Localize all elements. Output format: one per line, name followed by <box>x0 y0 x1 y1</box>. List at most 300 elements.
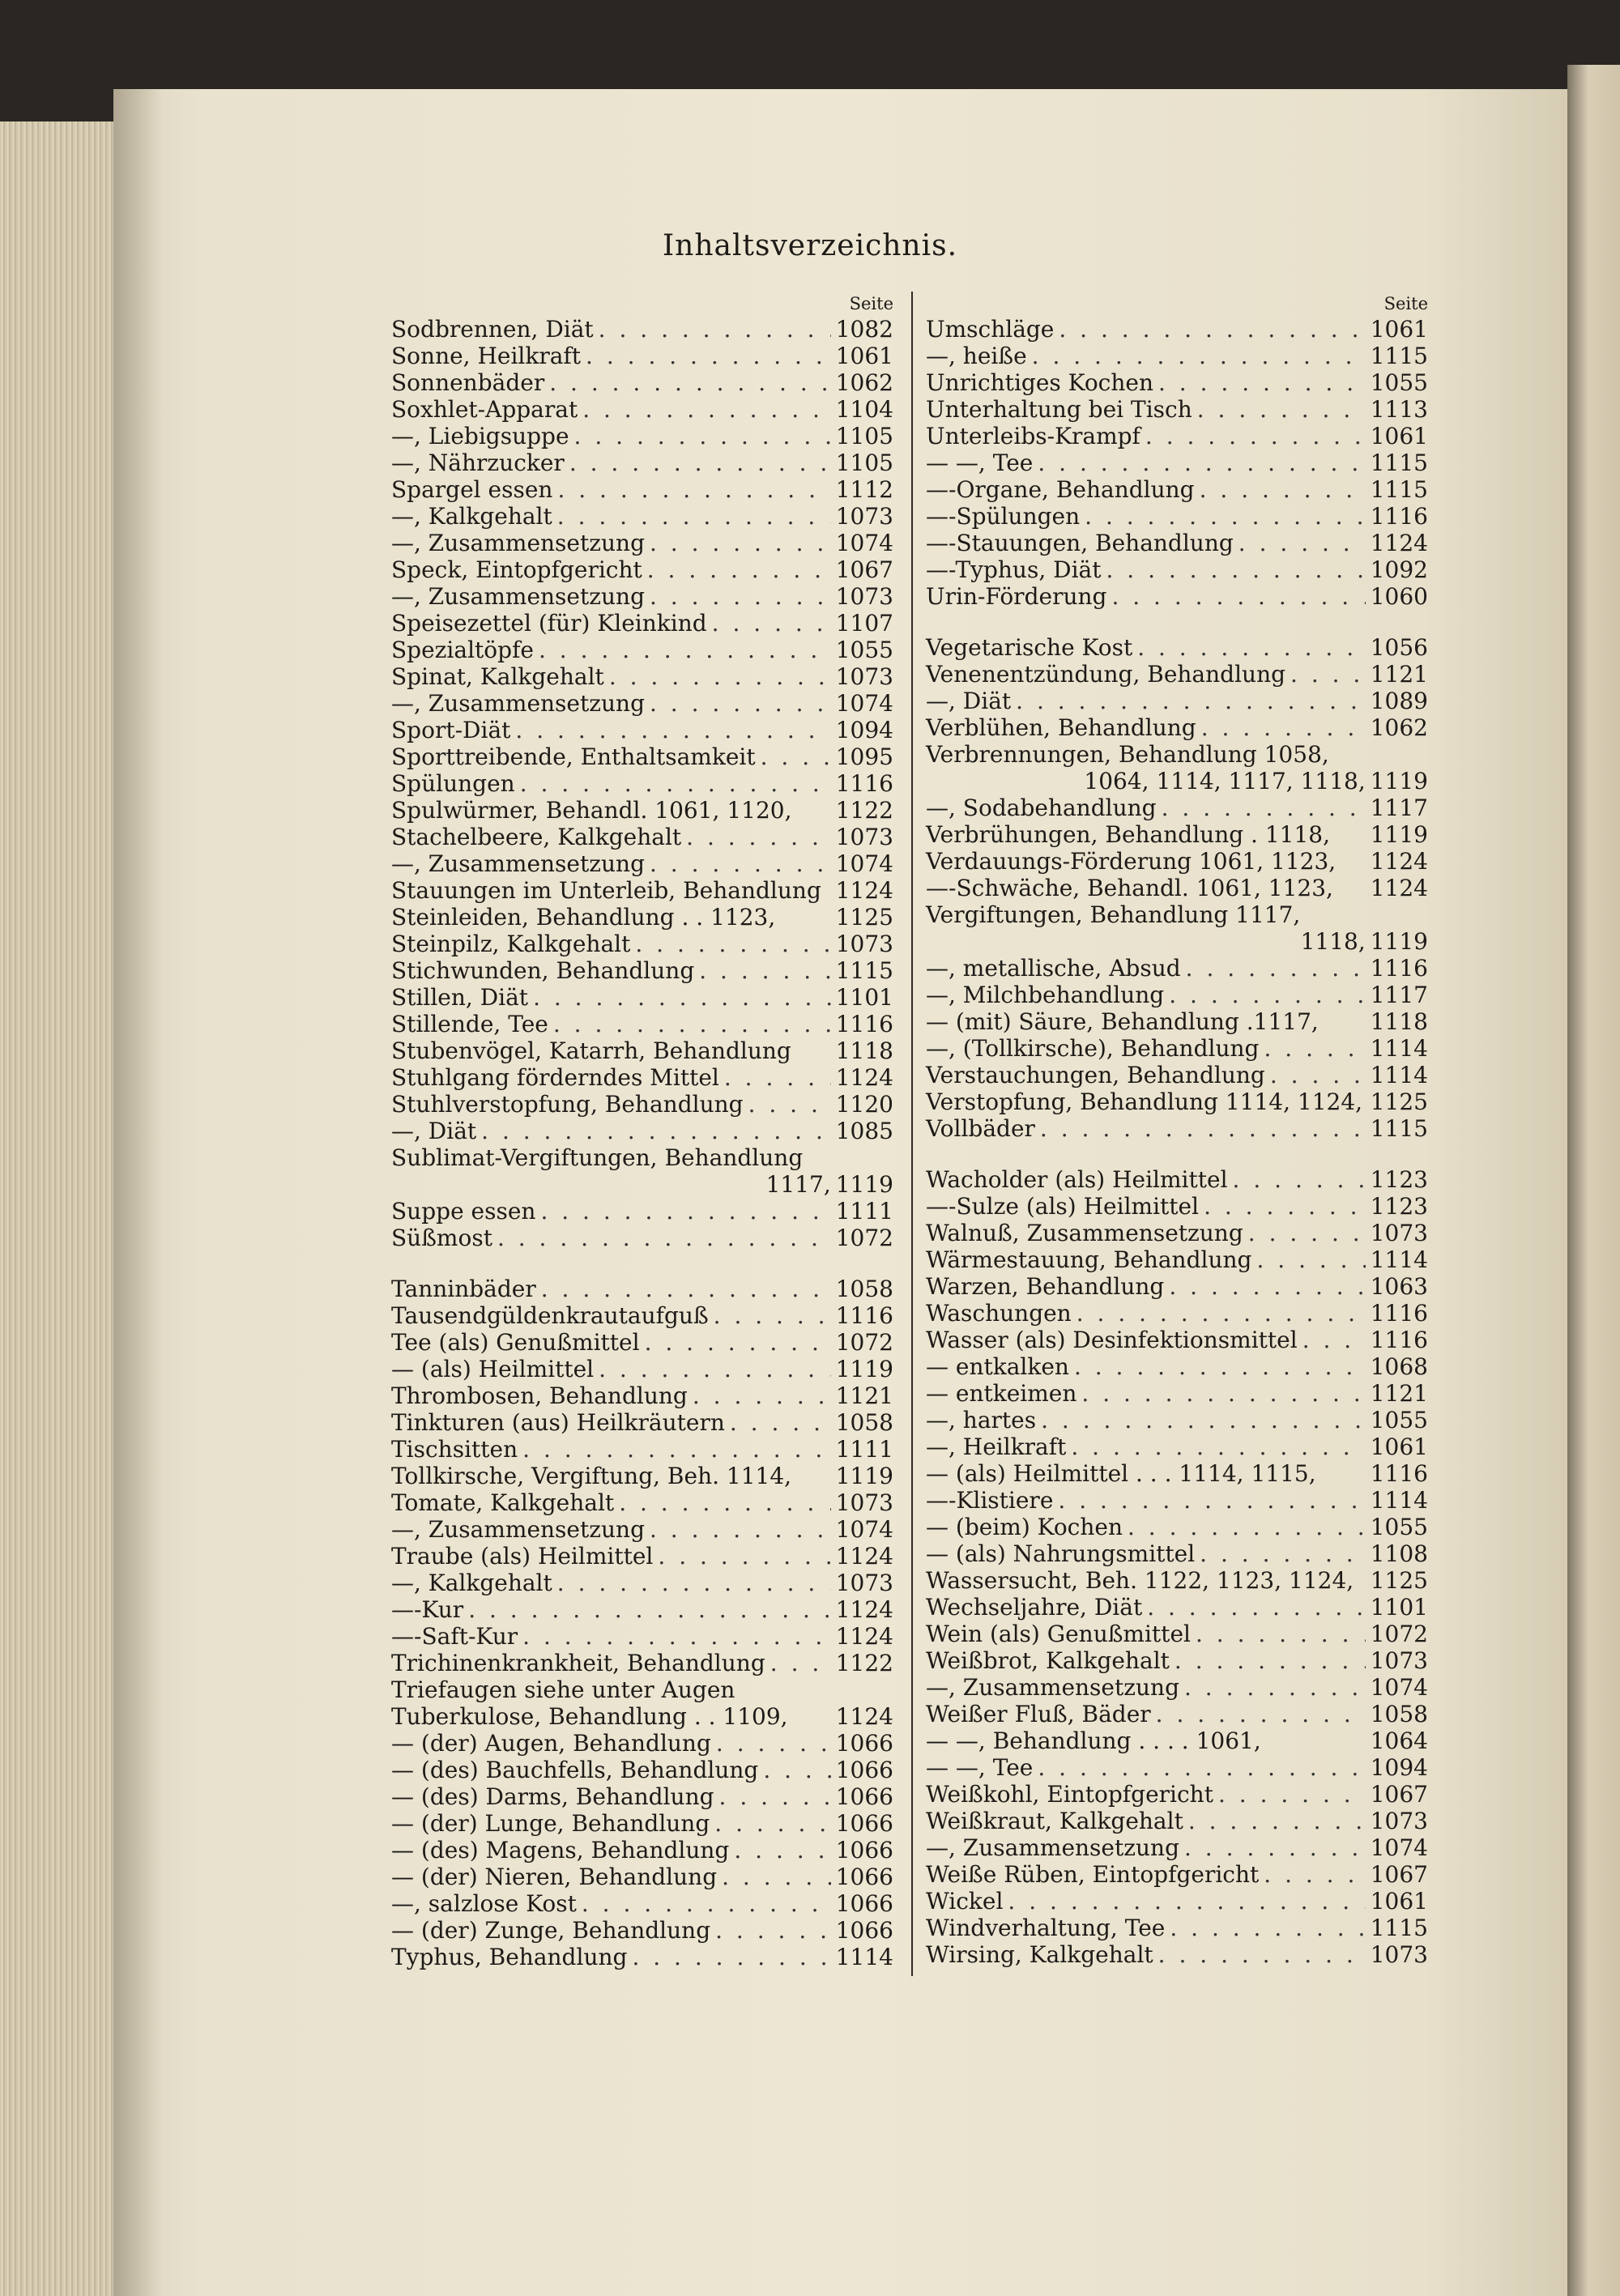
index-entry <box>926 1834 1428 1861</box>
page-number: 1114 <box>1370 1062 1428 1088</box>
page-number: 1074 <box>1370 1834 1428 1861</box>
index-term: Thrombosen, Behandlung <box>391 1382 688 1409</box>
index-entry <box>926 476 1428 503</box>
page-number: 1114 <box>1370 1246 1428 1273</box>
page-number: 1114 <box>835 1944 893 1970</box>
page-number: 1082 <box>835 316 893 343</box>
page-number: 1123 <box>1370 1193 1428 1220</box>
page-number: 1123 <box>1370 1166 1428 1193</box>
index-term: Tomate, Kalkgehalt <box>391 1489 615 1516</box>
dot-leader <box>1195 1540 1366 1567</box>
page-number: 1094 <box>1370 1754 1428 1781</box>
index-term: — (als) Heilmittel . . . 1114, 1115, <box>926 1460 1316 1487</box>
dot-leader <box>544 369 831 396</box>
index-term: Stillende, Tee <box>391 1011 548 1037</box>
index-term: —, Milchbehandlung <box>926 982 1165 1008</box>
index-term: — (der) Zunge, Behandlung <box>391 1917 711 1944</box>
page-number: 1062 <box>1370 714 1428 741</box>
index-entry <box>391 1091 893 1118</box>
page-number: 1072 <box>835 1329 893 1356</box>
dot-leader <box>1053 1487 1365 1514</box>
index-entry <box>391 1623 893 1650</box>
page-number: 1066 <box>835 1890 893 1917</box>
dot-leader <box>552 503 831 530</box>
index-term: —-Sulze (als) Heilmittel <box>926 1193 1200 1220</box>
dot-leader <box>476 1118 831 1144</box>
index-entry <box>391 1198 893 1225</box>
index-term: Waschungen <box>926 1300 1072 1327</box>
index-term: Spulwürmer, Behandl. 1061, 1120, <box>391 797 792 824</box>
index-term: —-Kur <box>391 1596 464 1623</box>
index-term: Unrichtiges Kochen <box>926 369 1153 396</box>
index-entry <box>391 1276 893 1302</box>
index-entry <box>926 1273 1428 1300</box>
index-entry <box>391 1730 893 1757</box>
page-number: 1116 <box>835 1011 893 1037</box>
index-entry <box>391 1144 893 1171</box>
dot-leader <box>640 1329 831 1356</box>
index-entry <box>391 396 893 423</box>
index-term: Wechseljahre, Diät <box>926 1594 1143 1621</box>
dot-leader <box>552 1570 831 1596</box>
page-number: 1125 <box>1370 1567 1428 1594</box>
index-term: Verstopfung, Behandlung 1114, 1124, <box>926 1088 1363 1115</box>
index-term: Stubenvögel, Katarrh, Behandlung <box>391 1037 791 1064</box>
index-term: 1118, <box>1300 928 1366 955</box>
index-entry <box>391 1596 893 1623</box>
page-number: 1101 <box>1370 1594 1428 1621</box>
page-number: 1074 <box>835 1516 893 1543</box>
page-number: 1061 <box>1370 423 1428 449</box>
index-term: —, hartes <box>926 1407 1037 1433</box>
dot-leader <box>710 1810 830 1837</box>
index-entry <box>926 1621 1428 1647</box>
index-entry <box>391 316 893 343</box>
dot-leader <box>569 423 831 449</box>
dot-leader <box>565 449 831 476</box>
index-term: Spezialtöpfe <box>391 637 534 663</box>
page-title: Inhaltsverzeichnis. <box>662 229 958 262</box>
index-entry <box>926 875 1428 901</box>
page-number: 1072 <box>835 1225 893 1251</box>
index-entry <box>926 369 1428 396</box>
index-entry <box>391 1356 893 1382</box>
page-number: 1066 <box>835 1783 893 1810</box>
dot-leader <box>581 343 831 369</box>
index-term: — entkalken <box>926 1353 1069 1380</box>
index-entry <box>926 741 1428 768</box>
page-number: 1089 <box>1370 688 1428 714</box>
index-entry <box>926 1035 1428 1062</box>
dot-leader <box>518 1623 831 1650</box>
page-number: 1118 <box>1370 1008 1428 1035</box>
index-entry <box>391 1944 893 1970</box>
index-entry <box>391 743 893 770</box>
index-term: Vergiftungen, Behandlung 1117, <box>926 901 1301 928</box>
page-number: 1104 <box>835 396 893 423</box>
index-entry <box>391 637 893 663</box>
index-term: 1064, 1114, 1117, 1118, <box>1084 768 1366 794</box>
page-number: 1067 <box>1370 1781 1428 1808</box>
page-number: 1066 <box>835 1757 893 1783</box>
dot-leader <box>594 316 831 343</box>
dot-leader <box>552 476 830 503</box>
page-number: 1055 <box>1370 369 1428 396</box>
page-number: 1121 <box>835 1382 893 1409</box>
index-term: 1117, <box>765 1171 831 1198</box>
index-entry <box>391 583 893 610</box>
index-entry <box>926 1407 1428 1433</box>
dot-leader <box>1183 1808 1366 1834</box>
index-term: Speisezettel (für) Kleinkind <box>391 610 707 637</box>
index-term: —, Zusammensetzung <box>391 583 645 610</box>
page-number: 1073 <box>835 503 893 530</box>
dot-leader <box>518 1436 831 1463</box>
index-term: Spinat, Kalkgehalt <box>391 663 604 690</box>
dot-leader <box>1285 661 1366 688</box>
dot-leader <box>645 530 831 556</box>
page-number: 1074 <box>835 850 893 877</box>
dot-leader <box>1157 794 1366 821</box>
index-term: —, metallische, Absud <box>926 955 1181 982</box>
index-term: Stuhlverstopfung, Behandlung <box>391 1091 744 1118</box>
index-term: Windverhaltung, Tee <box>926 1915 1166 1941</box>
index-entry <box>391 1757 893 1783</box>
index-entry <box>391 1570 893 1596</box>
index-term: Unterhaltung bei Tisch <box>926 396 1192 423</box>
index-entry <box>926 449 1428 476</box>
page-number: 1072 <box>1370 1621 1428 1647</box>
index-term: Tinkturen (aus) Heilkräutern <box>391 1409 725 1436</box>
dot-leader <box>1069 1353 1366 1380</box>
index-term: Sodbrennen, Diät <box>391 316 594 343</box>
index-term: Speck, Eintopfgericht <box>391 556 642 583</box>
index-entry <box>391 1382 893 1409</box>
page-number: 1068 <box>1370 1353 1428 1380</box>
dot-leader <box>1179 1674 1366 1701</box>
dot-leader <box>1140 423 1366 449</box>
index-entry <box>926 1062 1428 1088</box>
page-number: 1073 <box>835 1570 893 1596</box>
dot-leader <box>1033 1754 1365 1781</box>
index-entry <box>926 1861 1428 1888</box>
page-number: 1105 <box>835 423 893 449</box>
index-entry <box>926 1166 1428 1193</box>
dot-leader <box>1035 1115 1366 1142</box>
page-number: 1058 <box>1370 1701 1428 1727</box>
page-number: 1117 <box>1370 982 1428 1008</box>
seite-header-right: Seite <box>1383 294 1428 313</box>
page-number: 1116 <box>1370 1300 1428 1327</box>
dot-leader <box>1181 955 1366 982</box>
dot-leader <box>1076 1380 1365 1407</box>
index-term: Steinpilz, Kalkgehalt <box>391 931 631 957</box>
index-entry <box>926 955 1428 982</box>
dot-leader <box>710 1917 831 1944</box>
index-term: — (als) Nahrungsmittel <box>926 1540 1196 1567</box>
dot-leader <box>1003 1888 1365 1915</box>
dot-leader <box>1251 1246 1365 1273</box>
page-number: 1116 <box>1370 1327 1428 1353</box>
index-entry <box>926 982 1428 1008</box>
index-entry <box>391 957 893 984</box>
dot-leader <box>463 1596 831 1623</box>
index-term: Weißkohl, Eintopfgericht <box>926 1781 1213 1808</box>
dot-leader <box>627 1944 830 1970</box>
page-number: 1124 <box>835 1623 893 1650</box>
page-number: 1124 <box>835 877 893 904</box>
index-term: Wickel <box>926 1888 1004 1915</box>
index-term: Sonnenbäder <box>391 369 545 396</box>
index-term: Tollkirsche, Vergiftung, Beh. 1114, <box>391 1463 792 1489</box>
page-number: 1115 <box>1370 476 1428 503</box>
page-number: 1056 <box>1370 634 1428 661</box>
dot-leader <box>1054 316 1365 343</box>
page-number: 1119 <box>1370 821 1428 848</box>
index-entry <box>926 901 1428 928</box>
dot-leader <box>645 690 831 717</box>
index-entry <box>391 931 893 957</box>
index-term: Verdauungs-Förderung 1061, 1123, <box>926 848 1336 875</box>
index-entry <box>926 556 1428 583</box>
dot-leader <box>1080 503 1366 530</box>
index-entry <box>391 1837 893 1864</box>
index-entry <box>926 848 1428 875</box>
dot-leader <box>614 1489 831 1516</box>
index-term: — (des) Darms, Behandlung <box>391 1783 714 1810</box>
index-term: Venenentzündung, Behandlung <box>926 661 1286 688</box>
page-number: 1066 <box>835 1730 893 1757</box>
index-entry <box>391 530 893 556</box>
page-number: 1119 <box>1370 768 1428 794</box>
index-term: Typhus, Behandlung <box>391 1944 628 1970</box>
index-term: —-Schwäche, Behandl. 1061, 1123, <box>926 875 1333 901</box>
dot-leader <box>604 663 831 690</box>
index-term: —, Zusammensetzung <box>391 530 645 556</box>
dot-leader <box>510 717 830 743</box>
page-number: 1116 <box>835 1302 893 1329</box>
index-entry <box>391 1917 893 1944</box>
index-term: — (des) Bauchfells, Behandlung <box>391 1757 759 1783</box>
index-entry <box>926 316 1428 343</box>
dot-leader <box>534 637 831 663</box>
page-number: 1066 <box>835 1917 893 1944</box>
index-entry <box>391 1489 893 1516</box>
index-term: Unterleibs-Krampf <box>926 423 1140 449</box>
index-entry <box>926 343 1428 369</box>
dot-leader <box>535 1198 830 1225</box>
index-entry <box>391 1302 893 1329</box>
page-number: 1055 <box>1370 1407 1428 1433</box>
index-entry <box>391 556 893 583</box>
page-number: 1124 <box>1370 530 1428 556</box>
page-number: 1124 <box>835 1703 893 1730</box>
index-term: Tuberkulose, Behandlung . . 1109, <box>391 1703 788 1730</box>
index-term: —-Organe, Behandlung <box>926 476 1195 503</box>
dot-leader <box>1164 982 1366 1008</box>
dot-leader <box>1243 1220 1366 1246</box>
index-entry <box>926 396 1428 423</box>
page-number: 1112 <box>835 476 893 503</box>
index-entry <box>926 1514 1428 1540</box>
page-number: 1115 <box>1370 1115 1428 1142</box>
index-entry <box>926 634 1428 661</box>
index-term: —, Diät <box>391 1118 477 1144</box>
page-number: 1073 <box>1370 1220 1428 1246</box>
index-term: — (als) Heilmittel <box>391 1356 595 1382</box>
index-term: Urin-Förderung <box>926 583 1107 610</box>
index-entry <box>926 1220 1428 1246</box>
page-number: 1115 <box>835 957 893 984</box>
index-term: Stillen, Diät <box>391 984 529 1011</box>
index-entry <box>926 714 1428 741</box>
index-term: Triefaugen siehe unter Augen <box>391 1676 735 1703</box>
index-term: —-Saft-Kur <box>391 1623 518 1650</box>
dot-leader <box>709 1302 831 1329</box>
index-term: Weiße Rüben, Eintopfgericht <box>926 1861 1260 1888</box>
facing-page-edge <box>1567 65 1620 2296</box>
index-list-right <box>926 316 1428 1968</box>
dot-leader <box>758 1757 830 1783</box>
index-entry <box>391 984 893 1011</box>
index-term: Warzen, Behandlung <box>926 1273 1165 1300</box>
page-number: 1066 <box>835 1837 893 1864</box>
index-entry <box>926 1754 1428 1781</box>
dot-leader <box>645 583 831 610</box>
page-number: 1058 <box>835 1276 893 1302</box>
index-term: Wärmestauung, Behandlung <box>926 1246 1252 1273</box>
index-entry <box>926 1300 1428 1327</box>
index-term: Sonne, Heilkraft <box>391 343 582 369</box>
dot-leader <box>578 396 831 423</box>
index-term: Tanninbäder <box>391 1276 536 1302</box>
index-entry <box>926 1674 1428 1701</box>
index-entry <box>926 688 1428 714</box>
index-term: Wirsing, Kalkgehalt <box>926 1941 1153 1968</box>
index-term: —, heiße <box>926 343 1027 369</box>
page-number: 1124 <box>1370 875 1428 901</box>
index-entry <box>926 1594 1428 1621</box>
index-entry <box>391 1810 893 1837</box>
index-term: Trichinenkrankheit, Behandlung <box>391 1650 765 1676</box>
dot-leader <box>1123 1514 1366 1540</box>
page-number: 1061 <box>1370 316 1428 343</box>
page-number: 1060 <box>1370 583 1428 610</box>
index-entry <box>926 1193 1428 1220</box>
index-term: — entkeimen <box>926 1380 1077 1407</box>
dot-leader <box>707 610 831 637</box>
dot-leader <box>694 957 830 984</box>
dot-leader <box>711 1730 831 1757</box>
page-number: 1117 <box>1370 794 1428 821</box>
index-entry <box>391 1703 893 1730</box>
book-page-edges <box>0 121 113 2296</box>
index-term: — —, Tee <box>926 1754 1034 1781</box>
page-number: 1101 <box>835 984 893 1011</box>
index-entry <box>391 690 893 717</box>
page-number: 1058 <box>835 1409 893 1436</box>
page-number: 1124 <box>835 1543 893 1570</box>
column-divider <box>911 292 913 1976</box>
index-entry <box>926 1433 1428 1460</box>
dot-leader <box>642 556 831 583</box>
dot-leader <box>536 1276 831 1302</box>
page-number: 1115 <box>1370 343 1428 369</box>
index-term: — (der) Nieren, Behandlung <box>391 1864 718 1890</box>
page-number: 1111 <box>835 1198 893 1225</box>
dot-leader <box>1179 1834 1366 1861</box>
index-entry <box>391 904 893 931</box>
page-number: 1124 <box>1370 848 1428 875</box>
page-number: 1066 <box>835 1864 893 1890</box>
section-gap <box>926 1142 1428 1166</box>
index-entry <box>926 1353 1428 1380</box>
index-entry <box>391 877 893 904</box>
index-term: Tausendgüldenkrautaufguß <box>391 1302 709 1329</box>
dot-leader <box>653 1543 830 1570</box>
page-number: 1114 <box>1370 1035 1428 1062</box>
index-term: Süßmost <box>391 1225 492 1251</box>
index-entry <box>391 369 893 396</box>
index-term: — (beim) Kochen <box>926 1514 1123 1540</box>
page-number: 1122 <box>835 797 893 824</box>
index-entry <box>391 770 893 797</box>
dot-leader <box>1228 1166 1366 1193</box>
dot-leader <box>1259 1861 1365 1888</box>
index-term: Sport-Diät <box>391 717 511 743</box>
dot-leader <box>645 1516 831 1543</box>
index-entry <box>926 583 1428 610</box>
page-number: 1074 <box>1370 1674 1428 1701</box>
page-number: 1119 <box>835 1171 893 1198</box>
index-term: Umschläge <box>926 316 1055 343</box>
index-entry <box>926 1487 1428 1514</box>
page-number: 1073 <box>835 1489 893 1516</box>
index-column-left <box>391 292 893 1970</box>
page-number: 1063 <box>1370 1273 1428 1300</box>
page-number: 1125 <box>1370 1088 1428 1115</box>
dot-leader <box>1011 688 1366 714</box>
index-entry <box>926 1567 1428 1594</box>
spine-shadow <box>113 89 162 2296</box>
page-number: 1108 <box>1370 1540 1428 1567</box>
dot-leader <box>1153 1941 1366 1968</box>
dot-leader <box>1066 1433 1365 1460</box>
index-entry <box>391 1783 893 1810</box>
index-entry <box>391 797 893 824</box>
dot-leader <box>1265 1062 1366 1088</box>
index-term: Tee (als) Genußmittel <box>391 1329 640 1356</box>
index-entry <box>926 1915 1428 1941</box>
page-number: 1111 <box>835 1436 893 1463</box>
index-entry <box>926 794 1428 821</box>
index-entry <box>926 1008 1428 1035</box>
dot-leader <box>688 1382 831 1409</box>
index-entry <box>391 1171 893 1198</box>
index-entry <box>391 343 893 369</box>
index-term: —, Zusammensetzung <box>391 850 645 877</box>
index-entry <box>391 663 893 690</box>
dot-leader <box>1027 343 1366 369</box>
page-number: 1073 <box>1370 1808 1428 1834</box>
page-number: 1074 <box>835 690 893 717</box>
index-entry <box>926 1701 1428 1727</box>
dot-leader <box>548 1011 831 1037</box>
index-entry <box>926 768 1428 794</box>
page-number: 1121 <box>1370 1380 1428 1407</box>
dot-leader <box>528 984 831 1011</box>
index-entry <box>391 476 893 503</box>
